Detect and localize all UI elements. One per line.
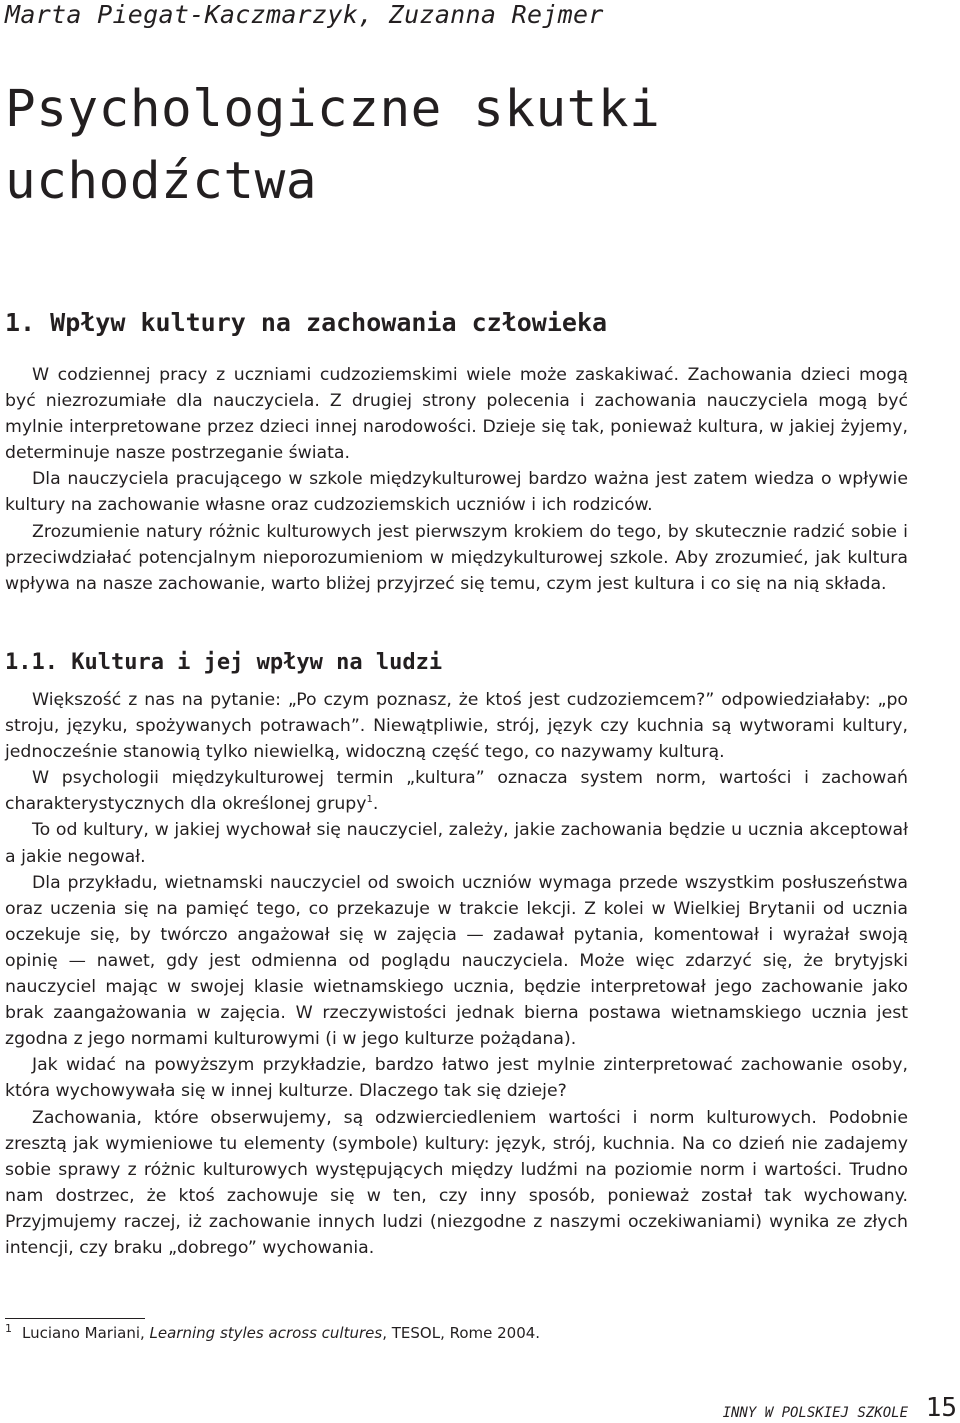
paragraph-end: . <box>372 794 379 815</box>
running-head: INNY W POLSKIEJ SZKOLE <box>722 1405 908 1421</box>
paragraph: W codziennej pracy z uczniami cudzoziemskimi wiele może zaskakiwać. Zachowania dzieci mogą być niezrozumiałe dla nauczyciela. Z drugiej strony polecenia i zachowania nauczyciela mogą być mylnie interpretowane przez dzieci innej narodowości. Dzieje się tak, ponieważ kultura, w jakiej żyjemy, determinuje nasze postrzeganie świata. <box>5 365 908 464</box>
paragraph-text: W psychologii międzykulturowej termin „kultura” oznacza system norm, wartości i zachowań charakterystycznych dla określonej grupy <box>5 768 908 815</box>
footnote-divider <box>5 1318 145 1319</box>
footnote <box>5 1322 540 1344</box>
footnote-reference[interactable]: 1 <box>366 794 373 806</box>
section-1-1-body <box>5 687 908 1261</box>
paragraph: To od kultury, w jakiej wychował się nauczyciel, zależy, jakie zachowania będzie u ucznia akceptował a jakie negował. <box>5 820 908 867</box>
page-number: 15 <box>925 1393 957 1423</box>
paragraph: Dla przykładu, wietnamski nauczyciel od swoich uczniów wymaga przede wszystkim posłuszeństwa oraz uczenia się na pamięć tego, co przekazuje w trakcie lekcji. Z kolei w Wielkiej Brytanii od ucznia oczekuje się, by twórczo angażował się w zajęcia — zadawał pytania, komentował i wyrażał swoją opinię — nawet, gdy jest odmienna od poglądu nauczyciela. Może więc zdarzyć się, że brytyjski nauczyciel mając w swojej klasie wietnamskiego ucznia, będzie interpretował jego zachowanie jako brak zaangażowania w zajęcia. W rzeczywistości jednak bierna postawa wietnamskiego ucznia jest zgodna z jego normami kulturowymi (i w jego kulturze pożądana). <box>5 872 908 1050</box>
footnote-mark: 1 <box>5 1322 12 1335</box>
section-1-body <box>5 362 908 597</box>
paragraph: Zrozumienie natury różnic kulturowych jest pierwszym krokiem do tego, by skutecznie radzić sobie i przeciwdziałać potencjalnym nieporozumieniom w międzykulturowej szkole. Aby zrozumieć, jak kultura wpływa na nasze zachowanie, warto bliżej przyjrzeć się temu, czym jest kultura i co się na nią składa. <box>5 521 908 594</box>
authors-line: Marta Piegat-Kaczmarzyk, Zuzanna Rejmer <box>5 0 604 29</box>
page-title: Psychologiczne skutki uchodźctwa <box>5 80 661 211</box>
footnote-publisher: , TESOL, Rome 2004. <box>382 1324 541 1342</box>
paragraph-with-footnote <box>5 765 908 817</box>
section-heading-1-1: 1.1. Kultura i jej wpływ na ludzi <box>5 650 443 675</box>
section-heading-1: 1. Wpływ kultury na zachowania człowieka <box>5 308 608 337</box>
footnote-author: Luciano Mariani, <box>22 1324 150 1342</box>
paragraph: Większość z nas na pytanie: „Po czym poznasz, że ktoś jest cudzoziemcem?” odpowiedziałaby: „po stroju, języku, spożywanych potrawach”. Niewątpliwie, strój, język czy kuchnia są wytworami kultury, jednocześnie stanowią tylko niewielką, widoczną część tego, co nazywamy kulturą. <box>5 690 908 763</box>
paragraph: Jak widać na powyższym przykładzie, bardzo łatwo jest mylnie zinterpretować zachowanie osoby, która wychowywała się w innej kulturze. Dlaczego tak się dzieje? <box>5 1055 908 1102</box>
paragraph: Dla nauczyciela pracującego w szkole międzykulturowej bardzo ważna jest zatem wiedza o wpływie kultury na zachowanie własne oraz cudzoziemskich uczniów i ich rodziców. <box>5 469 908 516</box>
footnote-work-title: Learning styles across cultures <box>149 1324 383 1342</box>
paragraph: Zachowania, które obserwujemy, są odzwierciedleniem wartości i norm kulturowych. Podobnie zresztą jak wymieniowe tu elementy (symbole) kultury: język, strój, kuchnia. Na co dzień nie zadajemy sobie sprawy z różnic kulturowych występujących między ludźmi na poziomie norm i wartości. Trudno nam dostrzec, że ktoś zachowuje się w ten, czy inny sposób, ponieważ został tak wychowany. Przyjmujemy raczej, iż zachowanie innych ludzi (niezgodne z naszymi oczekiwaniami) wynika ze złych intencji, czy braku „dobrego” wychowania. <box>5 1107 908 1258</box>
